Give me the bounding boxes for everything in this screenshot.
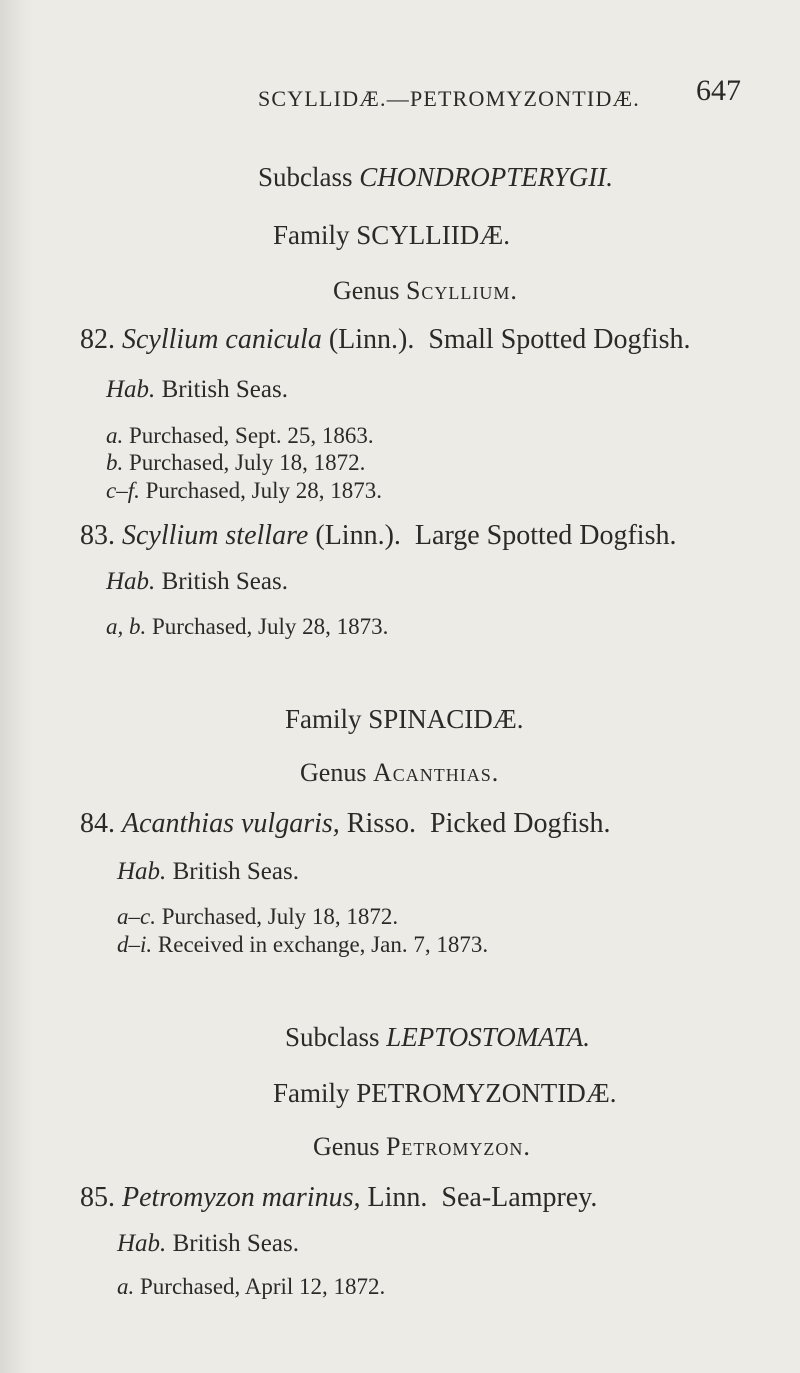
habitat-line: Hab. British Seas. <box>117 1230 299 1257</box>
species-entry-83: 83. Scyllium stellare (Linn.). Large Spotted Dogfish. <box>80 520 677 551</box>
subclass-heading: Subclass LEPTOSTOMATA. <box>285 1022 591 1052</box>
family-heading: Family SPINACIDÆ. <box>285 704 524 734</box>
species-entry-82: 82. Scyllium canicula (Linn.). Small Spotted Dogfish. <box>80 324 691 355</box>
habitat-line: Hab. British Seas. <box>106 376 288 403</box>
specimen-line: a. Purchased, Sept. 25, 1863. <box>106 423 374 448</box>
family-heading: Family SCYLLIIDÆ. <box>273 220 511 250</box>
species-entry-84: 84. Acanthias vulgaris, Risso. Picked Dogfish. <box>80 808 611 839</box>
species-entry-85: 85. Petromyzon marinus, Linn. Sea-Lamprey. <box>80 1182 598 1213</box>
genus-heading: Genus Scyllium. <box>333 276 518 305</box>
specimen-line: a. Purchased, April 12, 1872. <box>117 1274 386 1299</box>
specimen-line: a–c. Purchased, July 18, 1872. <box>117 904 399 929</box>
genus-heading: Genus Acanthias. <box>300 758 500 787</box>
habitat-line: Hab. British Seas. <box>106 568 288 595</box>
family-heading: Family PETROMYZONTIDÆ. <box>273 1078 617 1108</box>
specimen-line: d–i. Received in exchange, Jan. 7, 1873. <box>117 932 489 957</box>
specimen-line: c–f. Purchased, July 28, 1873. <box>106 478 382 503</box>
genus-heading: Genus Petromyzon. <box>313 1132 531 1161</box>
subclass-heading: Subclass CHONDROPTERYGII. <box>258 162 614 192</box>
page-gutter-shadow <box>0 0 34 1373</box>
page-number: 647 <box>696 74 741 107</box>
specimen-line: a, b. Purchased, July 28, 1873. <box>106 614 389 639</box>
specimen-line: b. Purchased, July 18, 1872. <box>106 450 366 475</box>
running-head: SCYLLIDÆ.—PETROMYZONTIDÆ. <box>258 86 640 111</box>
habitat-line: Hab. British Seas. <box>117 858 299 885</box>
